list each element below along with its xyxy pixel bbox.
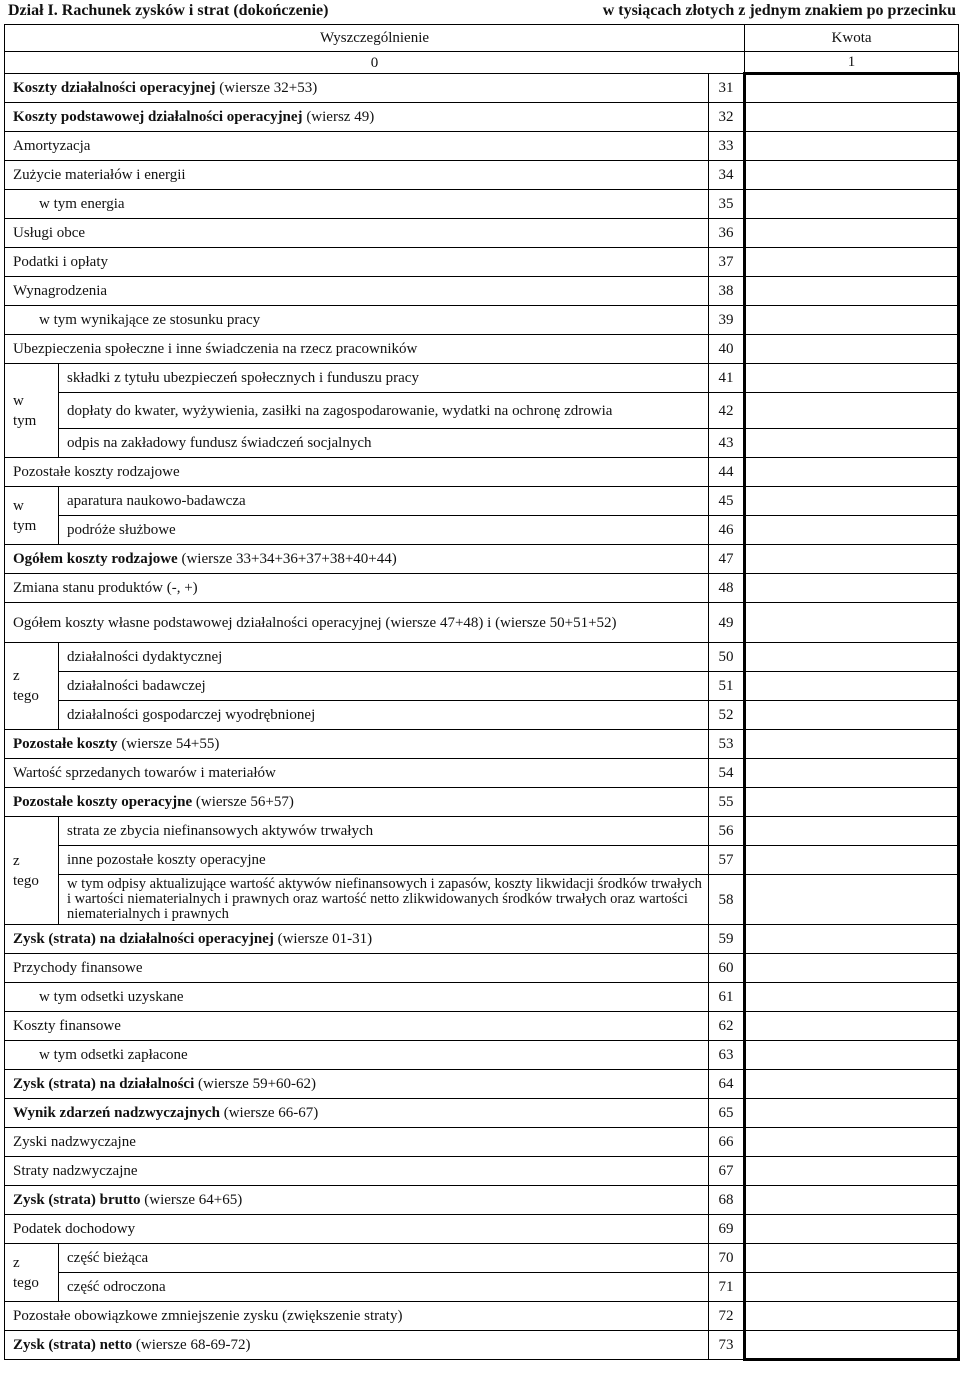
amount-cell[interactable] xyxy=(745,788,959,817)
amount-cell[interactable] xyxy=(745,574,959,603)
row-text-part: (wiersze 32+53) xyxy=(215,80,318,96)
row-description: część bieżąca xyxy=(59,1244,709,1273)
row-text-part: Ogółem koszty rodzajowe xyxy=(13,551,178,567)
amount-cell[interactable] xyxy=(745,759,959,788)
row-text-part: (wiersze 54+55) xyxy=(117,736,220,752)
amount-cell[interactable] xyxy=(745,643,959,672)
table-row xyxy=(5,487,959,516)
table-row xyxy=(5,846,959,875)
row-description: Zyski nadzwyczajne xyxy=(5,1128,709,1157)
row-text-part: Zysk (strata) netto xyxy=(13,1337,133,1353)
table-row xyxy=(5,1012,959,1041)
amount-cell[interactable] xyxy=(745,277,959,306)
table-row xyxy=(5,730,959,759)
row-description: w tym odsetki uzyskane xyxy=(5,983,709,1012)
amount-cell[interactable] xyxy=(745,983,959,1012)
table-row xyxy=(5,1128,959,1157)
row-description: strata ze zbycia niefinansowych aktywów trwałych xyxy=(59,817,709,846)
row-number: 48 xyxy=(709,574,745,603)
table-row xyxy=(5,701,959,730)
amount-cell[interactable] xyxy=(745,219,959,248)
row-description: aparatura naukowo-badawcza xyxy=(59,487,709,516)
amount-cell[interactable] xyxy=(745,335,959,364)
group-side-label: w tym xyxy=(5,364,59,458)
row-description: Podatki i opłaty xyxy=(5,248,709,277)
table-row xyxy=(5,643,959,672)
table-row xyxy=(5,1157,959,1186)
table-row xyxy=(5,306,959,335)
row-number: 31 xyxy=(709,74,745,103)
table-row xyxy=(5,545,959,574)
row-number: 46 xyxy=(709,516,745,545)
row-number: 68 xyxy=(709,1186,745,1215)
amount-cell[interactable] xyxy=(745,74,959,103)
row-description: działalności badawczej xyxy=(59,672,709,701)
amount-cell[interactable] xyxy=(745,1070,959,1099)
row-text-part: (wiersze 56+57) xyxy=(192,794,294,810)
row-description: Ubezpieczenia społeczne i inne świadczenia na rzecz pracowników xyxy=(5,335,709,364)
amount-cell[interactable] xyxy=(745,730,959,759)
row-description: Zmiana stanu produktów (-, +) xyxy=(5,574,709,603)
col-header-amount: Kwota xyxy=(745,25,959,52)
row-number: 33 xyxy=(709,132,745,161)
row-text-part: (wiersze 68-69-72) xyxy=(132,1337,251,1353)
row-description: odpis na zakładowy fundusz świadczeń socjalnych xyxy=(59,429,709,458)
row-description: Usługi obce xyxy=(5,219,709,248)
row-number: 60 xyxy=(709,954,745,983)
row-description: Podatek dochodowy xyxy=(5,1215,709,1244)
table-row xyxy=(5,672,959,701)
row-description xyxy=(5,74,709,103)
table-row xyxy=(5,817,959,846)
amount-cell[interactable] xyxy=(745,1128,959,1157)
row-number: 63 xyxy=(709,1041,745,1070)
row-description: działalności dydaktycznej xyxy=(59,643,709,672)
row-number: 61 xyxy=(709,983,745,1012)
table-row xyxy=(5,1070,959,1099)
table-row xyxy=(5,1331,959,1360)
amount-cell[interactable] xyxy=(745,1302,959,1331)
row-number: 45 xyxy=(709,487,745,516)
group-side-label: z tego xyxy=(5,643,59,730)
row-number: 34 xyxy=(709,161,745,190)
amount-cell[interactable] xyxy=(745,516,959,545)
table-row xyxy=(5,1273,959,1302)
amount-cell[interactable] xyxy=(745,429,959,458)
table-row xyxy=(5,393,959,429)
section-header xyxy=(0,0,960,24)
row-description xyxy=(5,730,709,759)
row-number: 57 xyxy=(709,846,745,875)
row-number: 32 xyxy=(709,103,745,132)
row-description: działalności gospodarczej wyodrębnionej xyxy=(59,701,709,730)
row-text-part: Wynik zdarzeń nadzwyczajnych xyxy=(13,1105,220,1121)
row-description: w tym odsetki zapłacone xyxy=(5,1041,709,1070)
row-description xyxy=(5,925,709,954)
row-description: Pozostałe koszty rodzajowe xyxy=(5,458,709,487)
row-text-part: (wiersze 59+60-62) xyxy=(194,1076,317,1092)
amount-cell[interactable] xyxy=(745,1215,959,1244)
row-number: 38 xyxy=(709,277,745,306)
amount-cell[interactable] xyxy=(745,1273,959,1302)
section-title: Dział I. Rachunek zysków i strat (dokończenie) xyxy=(8,2,329,19)
row-text-part: Pozostałe koszty operacyjne xyxy=(13,794,193,810)
table-row xyxy=(5,1186,959,1215)
row-description: inne pozostałe koszty operacyjne xyxy=(59,846,709,875)
row-description: Wartość sprzedanych towarów i materiałów xyxy=(5,759,709,788)
amount-cell[interactable] xyxy=(745,545,959,574)
row-description xyxy=(5,1099,709,1128)
row-description xyxy=(5,103,709,132)
row-number: 43 xyxy=(709,429,745,458)
table-row xyxy=(5,875,959,925)
row-description xyxy=(5,1331,709,1360)
amount-cell[interactable] xyxy=(745,1331,959,1360)
table-row xyxy=(5,603,959,643)
row-description xyxy=(5,1186,709,1215)
row-text-part: (wiersze 66-67) xyxy=(219,1105,319,1121)
row-description: Wynagrodzenia xyxy=(5,277,709,306)
amount-cell[interactable] xyxy=(745,1244,959,1273)
amount-cell[interactable] xyxy=(745,954,959,983)
amount-cell[interactable] xyxy=(745,487,959,516)
table-row xyxy=(5,1041,959,1070)
row-number: 65 xyxy=(709,1099,745,1128)
row-text-part: Koszty działalności operacyjnej xyxy=(13,80,216,96)
row-number: 72 xyxy=(709,1302,745,1331)
amount-cell[interactable] xyxy=(745,925,959,954)
table-row xyxy=(5,788,959,817)
amount-cell[interactable] xyxy=(745,248,959,277)
row-number: 42 xyxy=(709,393,745,429)
row-number: 58 xyxy=(709,875,745,925)
amount-cell[interactable] xyxy=(745,364,959,393)
amount-cell[interactable] xyxy=(745,103,959,132)
table-row xyxy=(5,103,959,132)
group-side-label: z tego xyxy=(5,1244,59,1302)
table-row xyxy=(5,429,959,458)
col-number-desc: 0 xyxy=(5,52,745,74)
row-number: 52 xyxy=(709,701,745,730)
amount-cell[interactable] xyxy=(745,1186,959,1215)
table-row xyxy=(5,954,959,983)
row-number: 67 xyxy=(709,1157,745,1186)
table-row xyxy=(5,1302,959,1331)
row-number: 66 xyxy=(709,1128,745,1157)
row-description: podróże służbowe xyxy=(59,516,709,545)
row-description: Pozostałe obowiązkowe zmniejszenie zysku (zwiększenie straty) xyxy=(5,1302,709,1331)
row-number: 64 xyxy=(709,1070,745,1099)
amount-cell[interactable] xyxy=(745,1041,959,1070)
amount-cell[interactable] xyxy=(745,190,959,219)
group-side-label: w tym xyxy=(5,487,59,545)
table-row xyxy=(5,759,959,788)
amount-cell[interactable] xyxy=(745,1157,959,1186)
row-description: dopłaty do kwater, wyżywienia, zasiłki na zagospodarowanie, wydatki na ochronę zdrowia xyxy=(59,393,709,429)
table-row xyxy=(5,335,959,364)
row-description xyxy=(5,545,709,574)
row-description xyxy=(5,788,709,817)
row-text-part: Zysk (strata) na działalności xyxy=(13,1076,195,1092)
row-number: 50 xyxy=(709,643,745,672)
amount-cell[interactable] xyxy=(745,1012,959,1041)
row-text-part: (wiersze 01-31) xyxy=(273,931,373,947)
table-row xyxy=(5,925,959,954)
amount-cell[interactable] xyxy=(745,1099,959,1128)
table-row xyxy=(5,364,959,393)
row-description: w tym odpisy aktualizujące wartość aktywów niefinansowych i zapasów, koszty likwidacji środków trwałych i wartości niematerialnych i prawnych oraz wartość netto zlikwidowanych środków trwałych oraz wartości niematerialnych i prawnych xyxy=(59,875,709,925)
table-row xyxy=(5,248,959,277)
row-description: w tym wynikające ze stosunku pracy xyxy=(5,306,709,335)
table-row xyxy=(5,983,959,1012)
row-description: w tym energia xyxy=(5,190,709,219)
amount-cell[interactable] xyxy=(745,458,959,487)
row-description xyxy=(5,1070,709,1099)
row-number: 56 xyxy=(709,817,745,846)
row-text-part: Zysk (strata) na działalności operacyjnej xyxy=(13,931,274,947)
row-number: 47 xyxy=(709,545,745,574)
row-description: Przychody finansowe xyxy=(5,954,709,983)
amount-cell[interactable] xyxy=(745,846,959,875)
group-side-label: z tego xyxy=(5,817,59,925)
amount-cell[interactable] xyxy=(745,701,959,730)
row-number: 35 xyxy=(709,190,745,219)
row-text-part: Pozostałe koszty xyxy=(13,736,118,752)
amount-cell[interactable] xyxy=(745,161,959,190)
row-description: Ogółem koszty własne podstawowej działalności operacyjnej (wiersze 47+48) i (wiersze 50+51+52) xyxy=(5,603,709,643)
row-number: 73 xyxy=(709,1331,745,1360)
row-number: 70 xyxy=(709,1244,745,1273)
table-row xyxy=(5,574,959,603)
col-header-desc: Wyszczególnienie xyxy=(5,25,745,52)
amount-cell[interactable] xyxy=(745,672,959,701)
row-number: 69 xyxy=(709,1215,745,1244)
row-text-part: Koszty podstawowej działalności operacyjnej xyxy=(13,109,303,125)
row-number: 37 xyxy=(709,248,745,277)
row-number: 44 xyxy=(709,458,745,487)
amount-cell[interactable] xyxy=(745,875,959,925)
row-description: Zużycie materiałów i energii xyxy=(5,161,709,190)
row-text-part: Zysk (strata) brutto xyxy=(13,1192,141,1208)
row-number: 36 xyxy=(709,219,745,248)
unit-note: w tysiącach złotych z jednym znakiem po przecinku xyxy=(602,2,956,19)
amount-cell[interactable] xyxy=(745,817,959,846)
row-text-part: (wiersze 64+65) xyxy=(140,1192,243,1208)
row-number: 54 xyxy=(709,759,745,788)
row-number: 41 xyxy=(709,364,745,393)
amount-cell[interactable] xyxy=(745,132,959,161)
amount-cell[interactable] xyxy=(745,393,959,429)
table-row xyxy=(5,161,959,190)
amount-cell[interactable] xyxy=(745,306,959,335)
income-statement-table xyxy=(4,24,960,1361)
table-row xyxy=(5,516,959,545)
row-text-part: (wiersz 49) xyxy=(302,109,375,125)
col-number-amount: 1 xyxy=(745,52,959,74)
table-row xyxy=(5,1215,959,1244)
row-number: 53 xyxy=(709,730,745,759)
row-number: 55 xyxy=(709,788,745,817)
row-number: 71 xyxy=(709,1273,745,1302)
row-number: 39 xyxy=(709,306,745,335)
row-number: 59 xyxy=(709,925,745,954)
row-number: 49 xyxy=(709,603,745,643)
row-description: składki z tytułu ubezpieczeń społecznych i funduszu pracy xyxy=(59,364,709,393)
amount-cell[interactable] xyxy=(745,603,959,643)
row-description: Straty nadzwyczajne xyxy=(5,1157,709,1186)
row-text-part: (wiersze 33+34+36+37+38+40+44) xyxy=(177,551,397,567)
row-description: Koszty finansowe xyxy=(5,1012,709,1041)
row-number: 62 xyxy=(709,1012,745,1041)
row-number: 40 xyxy=(709,335,745,364)
row-description: Amortyzacja xyxy=(5,132,709,161)
table-row xyxy=(5,1244,959,1273)
table-row xyxy=(5,219,959,248)
row-number: 51 xyxy=(709,672,745,701)
table-row xyxy=(5,1099,959,1128)
table-row xyxy=(5,74,959,103)
table-row xyxy=(5,277,959,306)
row-description: część odroczona xyxy=(59,1273,709,1302)
table-row xyxy=(5,458,959,487)
table-row xyxy=(5,132,959,161)
table-row xyxy=(5,190,959,219)
